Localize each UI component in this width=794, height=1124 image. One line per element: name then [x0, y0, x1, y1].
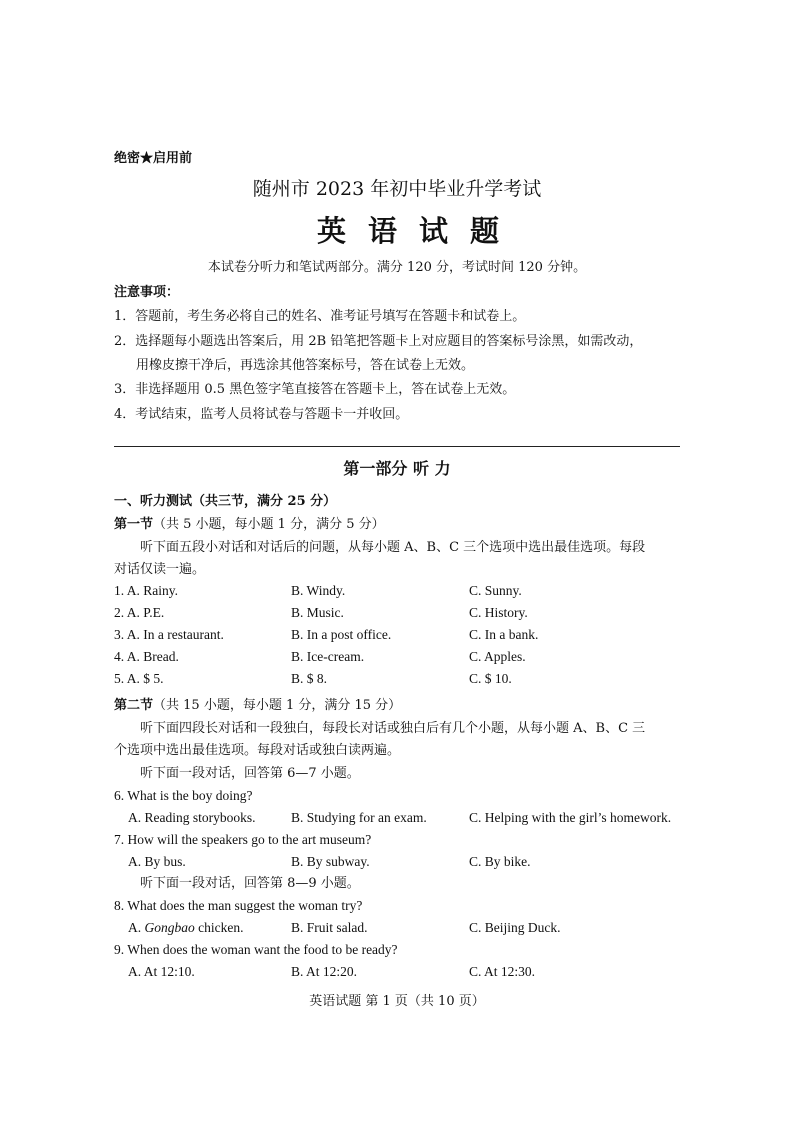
- q3-option-c: C. In a bank.: [469, 627, 539, 642]
- q7-option-b: B. By subway.: [291, 854, 370, 869]
- q2-option-c: C. History.: [469, 605, 528, 620]
- q9-option-b: B. At 12:20.: [291, 964, 358, 979]
- note-item: 3．非选择题用 0.5 黑色签字笔直接答在答题卡上，答在试卷上无效。: [114, 382, 516, 397]
- sec1-instruction-cont: 对话仅读一遍。: [114, 562, 206, 577]
- q4-option-c: C. Apples.: [469, 649, 526, 664]
- q1-option-c: C. Sunny.: [469, 583, 522, 598]
- sec2-instruction-cont: 个选项中选出最佳选项。每段对话或独白读两遍。: [114, 743, 401, 758]
- q7-option-a: A. By bus.: [128, 854, 186, 869]
- q5-option-a: 5. A. $ 5.: [114, 671, 164, 686]
- q2-option-a: 2. A. P.E.: [114, 605, 165, 620]
- q6-option-b: B. Studying for an exam.: [291, 810, 427, 825]
- q4-option-a: 4. A. Bread.: [114, 649, 179, 664]
- confidential-label: 绝密★启用前: [114, 151, 193, 166]
- sec1-heading: [114, 516, 385, 534]
- q7-option-c: C. By bike.: [469, 854, 531, 869]
- q8-option-a-suffix: chicken.: [194, 920, 244, 935]
- note-item: 用橡皮擦干净后，再选涂其他答案标号，答在试卷上无效。: [136, 358, 475, 373]
- dialog1-instruction: 听下面一段对话，回答第 6—7 小题。: [140, 766, 360, 781]
- part1-title: 第一部分 听 力: [343, 459, 451, 478]
- q5-option-c: C. $ 10.: [469, 671, 512, 686]
- exam-intro: 本试卷分听力和笔试两部分。满分 120 分，考试时间 120 分钟。: [207, 260, 587, 275]
- exam-name: 随州市 2023 年初中毕业升学考试: [252, 178, 542, 200]
- q6-option-a: A. Reading storybooks.: [128, 810, 256, 825]
- q8-option-c: C. Beijing Duck.: [469, 920, 561, 935]
- q3-option-a: 3. A. In a restaurant.: [114, 627, 224, 642]
- notes-title: 注意事项：: [114, 285, 180, 300]
- q5-option-b: B. $ 8.: [291, 671, 328, 686]
- sec2-heading: [114, 697, 401, 715]
- q8-option-a-italic: Gongbao: [144, 920, 195, 935]
- q8-option-b: B. Fruit salad.: [291, 920, 368, 935]
- q9-option-c: C. At 12:30.: [469, 964, 536, 979]
- q1-option-a: 1. A. Rainy.: [114, 583, 178, 598]
- q6-option-c: C. Helping with the girl’s homework.: [469, 810, 672, 825]
- note-item: 1．答题前，考生务必将自己的姓名、准考证号填写在答题卡和试卷上。: [114, 309, 526, 324]
- listening-section-heading: 一、听力测试（共三节，满分 25 分）: [114, 494, 337, 509]
- q6-stem: 6. What is the boy doing?: [114, 788, 253, 803]
- q4-option-b: B. Ice-cream.: [291, 649, 365, 664]
- sec1-instruction: 听下面五段小对话和对话后的问题，从每小题 A、B、C 三个选项中选出最佳选项。每段: [140, 540, 646, 555]
- sec2-info: （共 15 小题，每小题 1 分，满分 15 分）: [153, 698, 402, 713]
- q9-option-a: A. At 12:10.: [128, 964, 195, 979]
- q7-stem: 7. How will the speakers go to the art museum?: [114, 832, 372, 847]
- q1-option-b: B. Windy.: [291, 583, 346, 598]
- dialog2-instruction: 听下面一段对话，回答第 8—9 小题。: [140, 876, 360, 891]
- q2-option-b: B. Music.: [291, 605, 344, 620]
- sec2-label: 第二节: [114, 698, 154, 713]
- note-item: 2．选择题每小题选出答案后，用 2B 铅笔把答题卡上对应题目的答案标号涂黑，如需改动，: [114, 334, 643, 349]
- subject-title: 英语试题: [316, 214, 521, 248]
- q8-option-a-prefix: A.: [128, 920, 145, 935]
- page-footer: 英语试题 第 1 页（共 10 页）: [309, 994, 485, 1009]
- q8-stem: 8. What does the man suggest the woman try?: [114, 898, 363, 913]
- divider-rule: [114, 446, 680, 447]
- sec1-label: 第一节: [114, 517, 154, 532]
- q8-option-a: [128, 919, 243, 937]
- note-item: 4．考试结束，监考人员将试卷与答题卡一并收回。: [114, 407, 409, 422]
- q9-stem: 9. When does the woman want the food to be ready?: [114, 942, 398, 957]
- sec2-instruction: 听下面四段长对话和一段独白，每段长对话或独白后有几个小题，从每小题 A、B、C 三: [140, 721, 646, 736]
- sec1-info: （共 5 小题，每小题 1 分，满分 5 分）: [153, 517, 385, 532]
- q3-option-b: B. In a post office.: [291, 627, 392, 642]
